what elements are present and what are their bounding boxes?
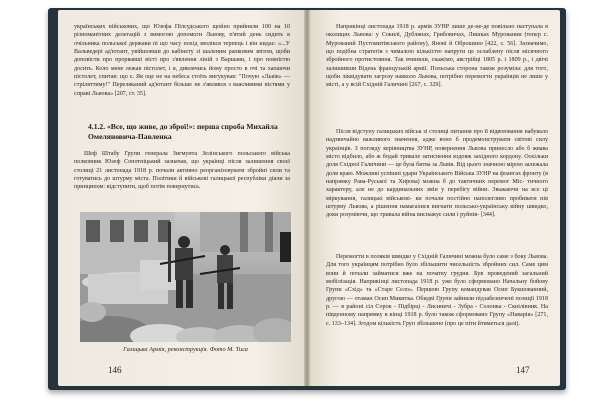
right-paragraph-1: Наприкінці листопада 1918 р. армія ЗУНР лише де-не-де повільно наступала в околицях Львова: у Сокилі, Дублянах, Грибовичах, Лишках Муровании (тепер с. Мурований Пустомитівського району), Янові й Оброшино [422, с. 56]. Зазначимо, що подібна стратегія з чималою кількістю напруги це ослаблену після місячного збройного протистояння. Так вчинили, скажімо, австрійці 1805 р. і 1809 р., і двічі залишивши Відень французькій армії. Польська сторона також розуміла: для того, щоби ліквідувати загрозу навколо Львова, потрібно перемогти українців не лише у місті, а у всій Східній Галичині [267, с. 329]. — [326, 24, 548, 89]
left-paragraph-2: Шеф Штабу Групи генерала Зигмунта Зелінського польського війська полковник Юзеф Сопотніцький зазначав, що українці після залишення своєї столиці 21 листопада 1918 р. почали активно реорганізовувати збройні сили та готуватись до штурму міста. Політики й військові галицької республіки діяли за принципом: відступити, щоб потім повернутись. — [74, 151, 290, 191]
section-heading: 4.1.2. «Все, що живе, до зброї!»: перша спроба Михайла Омеляновича-Павленка — [88, 122, 278, 141]
open-book — [48, 8, 566, 390]
photo-caption: Галицька Армія, реконструкція. Фото М. Тиса — [123, 346, 248, 353]
right-paragraph-3: Перемогти в поляків швидко у Східній Галичині можна було саме з боку Львова. Для того українцям потрібно було збільшити чисельність збройних сил. Саме цим вони й почали займатися вже на початку грудня. Був проведений загальний мобілізація. Наприкінці листопада 1918 р. уже було сформовано Начальну бойову Групи «Схід» та «Старе Село». Першою Групу командував Осип Букшованний, другою — отаман Осип Микитка. Обидві Групи зайняли підзабезпечені позиції 1918 р. — в районі сіл Сорок - Підбірці - Лисиничі - Зубра - Солонка - Скнілівник. На південному напрямку в кінці 1918 р. було також сформовано Групу «Наварія» [271, с. 133–134]. Згодом кількість Груп збільшено (про це піти йтиметься далі). — [326, 254, 548, 327]
right-page — [310, 10, 560, 386]
page-number-left: 146 — [108, 365, 122, 375]
right-paragraph-2: Після відступу галицьких військ зі столиці питання про її відвоювання набувало надзвичайно важливого значення, адже воно б продемонструвати світові силу українців. З погляду керівництва ЗУНР, повернення Львова принесло або б жвава місто відбило, або ж бодай тривале затиснення вздовж західного кордону. Оскільки доля Східної Галичини — це була битва за Львів. Від цього значною мірою залежала доля краю. Можливі успішні удари Українського Війська ЗУНР на флангах фронту (в напрямку Рава-Руської та Хирова) можна б до тактичних перемог Міс- тичного характеру, але не до кардинальних змін у перебігу війни. Зважаючи на все ці міркування, галицькі військові- ки почали постійно наполегливо пробивати пів штурму Львова, а рішення намагалися вигнати польсько-українську війну швидко, доки розуміючи, що тривала війна виснажує сили і руйнів- [344]. — [326, 129, 548, 219]
page-number-right: 147 — [516, 365, 530, 375]
left-paragraph-1: українських військових, що Юзефа Пілсудського щойно прийняли 100 на 10 різноманітних делегацій з вимогою допомоги Львову, п'ятий день сидить в очільника польської держави пі що часу похід зволікся терпець і він кидає: «...У Вальведері ад'ютант, увійшовши до кабінету зі шаленим рапковим звітом, щоби доповісти про прорвавші вісті про з'явлення ліній з Варшави, і про повністю досить. Коло мене лежав пістолет, і я, дивлячись йому просто в очі та хапаючи пістолет, спитав: що є. Як оце не на небеса стоїть вигукував: "Почую «Львів» — стріляттиму!" Переляканий ад'ютант більше не з'являвся з важливими вістями у справі Львова» [207, ст. 35]. — [74, 24, 290, 97]
historical-photo — [80, 212, 291, 342]
left-page — [58, 10, 304, 386]
